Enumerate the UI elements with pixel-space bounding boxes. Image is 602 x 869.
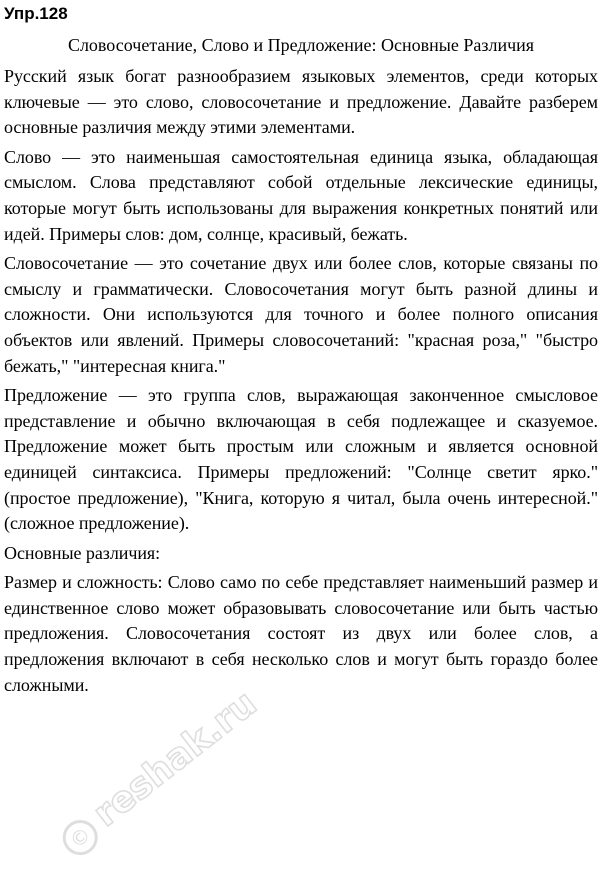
paragraph-size-complexity: Размер и сложность: Слово само по себе представляет наименьший размер и единственное слово может образовывать словосочетание или быть частью предложения. Словосочетания состоят из двух или более слов, а предложения включают в себя несколько слов и могут быть гораздо более сложными. — [4, 572, 598, 695]
paragraph-word: Слово — это наименьшая самостоятельная единица языка, обладающая смыслом. Слова представляют собой отдельные лексические единицы, которые могут быть использованы для выражения конкретных понятий или идей. Примеры слов: дом, солнце, красивый, бежать. — [4, 146, 598, 244]
paragraph-phrase: Словосочетание — это сочетание двух или более слов, которые связаны по смыслу и грамматически. Словосочетания могут быть разной длины и сложности. Они используются для точного и более полного описания объектов или явлений. Примеры словосочетаний: "красная роза," "быстро бежать," "интересная книга." — [4, 253, 598, 376]
paragraph-intro: Русский язык богат разнообразием языковых элементов, среди которых ключевые — это слово, словосочетание и предложение. Давайте разберем основные различия между этими элементами. — [4, 66, 598, 138]
svg-text:©: © — [64, 821, 96, 854]
paragraph-differences-heading: Основные различия: — [4, 542, 161, 563]
paragraph-sentence: Предложение — это группа слов, выражающая законченное смысловое представление и обычно включающая в себя подлежащее и сказуемое. Предложение может быть простым или сложным и является основной единицей синтаксиса. Примеры предложений: "Солнце светит ярко." (простое предложение), "Книга, которую я читал, была очень интересной." (сложное предложение). — [4, 385, 598, 534]
document-title: Словосочетание, Слово и Предложение: Основные Различия — [67, 35, 535, 55]
watermark-text: reshak.ru — [85, 682, 265, 835]
exercise-number: Упр.128 — [4, 4, 68, 23]
